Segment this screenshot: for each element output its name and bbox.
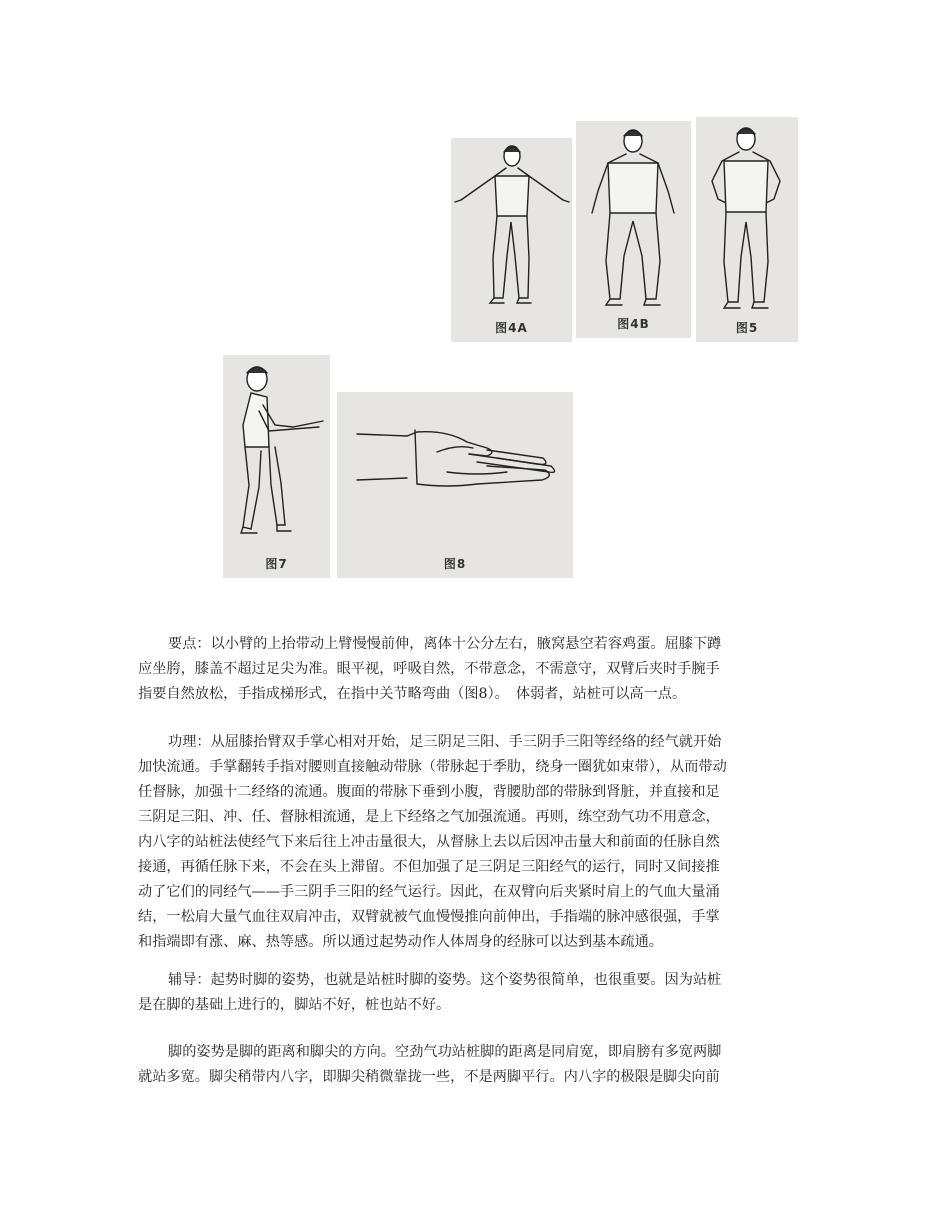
hand-fingers-illustration — [337, 392, 573, 557]
text-line: 脚的姿势是脚的距离和脚尖的方向。空劲气功站桩脚的距离是同肩宽，即肩膀有多宽两脚 — [168, 1044, 722, 1060]
figure-8-caption: 图8 — [443, 557, 467, 571]
text-line: 接通，再循任脉下来，不会在头上滞留。不但加强了足三阴足三阳经气的运行，同时又间接推 — [138, 859, 720, 875]
text-line: 任督脉，加强十二经络的流通。腹面的带脉下垂到小腹，背腰肋部的带脉到肾脏，并直接和足 — [138, 784, 720, 800]
text-line: 内八字的站桩法使经气下来后往上冲击量很大，从督脉上去以后因冲击量大和前面的任脉自然 — [138, 834, 720, 850]
standing-figure-arms-out-illustration — [451, 138, 572, 318]
standing-figure-hands-on-waist-illustration — [696, 117, 798, 317]
text-line: 指要自然放松，手指成梯形式，在指中关节略弯曲（图8）。 体弱者，站桩可以高一点。 — [138, 686, 687, 702]
text-line: 动了它们的同经气——手三阴手三阳的经气运行。因此，在双臂向后夹紧时肩上的气血大量涌 — [138, 884, 720, 900]
paragraph-key-points — [138, 632, 798, 707]
figure-8 — [337, 392, 573, 578]
figure-7-caption: 图7 — [265, 557, 288, 571]
text-line: 辅导：起势时脚的姿势，也就是站桩时脚的姿势。这个姿势很简单，也很重要。因为站桩 — [168, 972, 722, 988]
figure-4b — [576, 121, 691, 338]
paragraph-principle — [138, 730, 798, 955]
figure-4b-caption: 图4B — [617, 317, 650, 331]
figure-5-caption: 图5 — [735, 321, 759, 335]
text-line: 功理：从屈膝抬臂双手掌心相对开始，足三阴足三阳、手三阴手三阳等经络的经气就开始 — [168, 734, 722, 750]
text-line: 是在脚的基础上进行的，脚站不好，桩也站不好。 — [138, 997, 451, 1013]
text-line: 三阴足三阳、冲、任、督脉相流通，是上下经络之气加强流通。再则，练空劲气功不用意念， — [138, 809, 720, 825]
text-line: 和指端即有涨、麻、热等感。所以通过起势动作人体周身的经脉可以达到基本疏通。 — [138, 934, 663, 950]
figure-5 — [696, 117, 798, 342]
standing-figure-arms-down-illustration — [576, 121, 691, 316]
text-line: 就站多宽。脚尖稍带内八字，即脚尖稍微靠拢一些，不是两脚平行。内八字的极限是脚尖向前 — [138, 1069, 720, 1085]
text-line: 应坐胯，膝盖不超过足尖为准。眼平视，呼吸自然，不带意念，不需意守，双臂后夹时手腕手 — [138, 661, 720, 677]
figure-7 — [223, 355, 330, 578]
paragraph-guidance — [138, 968, 798, 1018]
text-line: 要点：以小臂的上抬带动上臂慢慢前伸，离体十公分左右，腋窝悬空若容鸡蛋。屈膝下蹲 — [168, 636, 722, 652]
text-line: 结，一松肩大量气血往双肩冲击，双臂就被气血慢慢推向前伸出，手指端的脉冲感很强，手掌 — [138, 909, 720, 925]
figure-4a-caption: 图4A — [495, 321, 528, 335]
figure-4a — [451, 138, 572, 342]
paragraph-foot-posture — [138, 1040, 798, 1090]
side-view-standing-figure-illustration — [223, 355, 330, 555]
text-line: 加快流通。手掌翻转手指对腰则直接触动带脉（带脉起于季肋，绕身一圈犹如束带），从而带动 — [138, 759, 727, 775]
